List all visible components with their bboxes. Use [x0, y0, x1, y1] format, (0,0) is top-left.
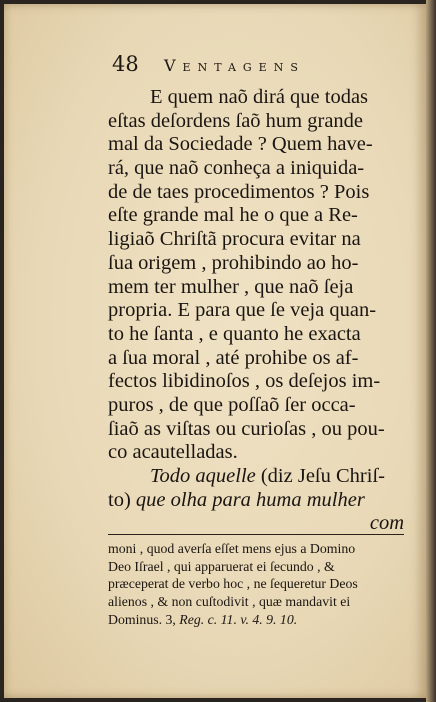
main-text: [108, 86, 404, 536]
text-line-quote: [108, 465, 404, 489]
catchword: com: [369, 512, 404, 535]
catchword-line: [108, 512, 404, 536]
text-line: E quem naõ dirá que todas: [150, 86, 369, 108]
footnote-line: moni , quod averſa eſſet mens ejus a Domino: [108, 541, 356, 556]
text-line: ligiaõ Chriſtã procura evitar na: [108, 228, 361, 251]
footnote-line: præceperat de verbo hoc , ne ſequeretur Deos: [108, 576, 358, 592]
footnote: [108, 540, 408, 628]
text-line: rá, que naõ conheça a iniquida-: [108, 157, 365, 180]
text-line: eſte grande mal he o que a Re-: [108, 204, 358, 227]
text-line: mem ter mulher , que naõ ſeja: [108, 275, 354, 298]
text-line-quote: [108, 489, 404, 513]
running-title: Ventagens: [164, 56, 305, 75]
footnote-prefix: Dominus. 3,: [108, 611, 180, 627]
footnote-line: [108, 611, 408, 629]
footnote-line: Deo Iſrael , qui apparuerat ei ſecundo , &: [108, 558, 335, 574]
text-line: puros , de que poſſaõ ſer occa-: [108, 393, 356, 416]
footnote-citation: Reg. c. 11. v. 4. 9. 10.: [179, 611, 298, 627]
page-header: [112, 52, 402, 78]
text-line: to he ſanta , e quanto he exacta: [108, 322, 361, 345]
text-line: eſtas deſordens ſaõ hum grande: [108, 109, 364, 132]
quote-italic: Todo aquelle: [150, 465, 256, 487]
quote-italic: que olha para huma mulher: [135, 488, 365, 511]
text-line: de de taes procedimentos ? Pois: [108, 180, 370, 203]
text-line: co acautelladas.: [108, 441, 238, 464]
footnote-divider: [108, 534, 404, 535]
text-line: fectos libidinoſos , os deſejos im-: [108, 370, 381, 393]
book-page: [4, 4, 426, 698]
quote-roman: to): [108, 488, 136, 511]
book-edge: [426, 0, 436, 702]
quote-attribution: (diz Jeſu Chriſ-: [255, 465, 385, 487]
text-line: ſua origem , prohibindo ao ho-: [108, 251, 359, 274]
text-line: ſiaõ as viſtas ou curioſas , ou pou-: [108, 417, 385, 440]
text-line: mal da Sociedade ? Quem have-: [108, 133, 373, 156]
footnote-line: alienos , & non cuſtodivit , quæ mandavit ei: [108, 594, 351, 610]
page-number: 48: [112, 52, 139, 76]
text-line: a ſua moral , até prohibe os af-: [108, 346, 359, 369]
text-line: propria. E para que ſe veja quan-: [108, 299, 377, 322]
